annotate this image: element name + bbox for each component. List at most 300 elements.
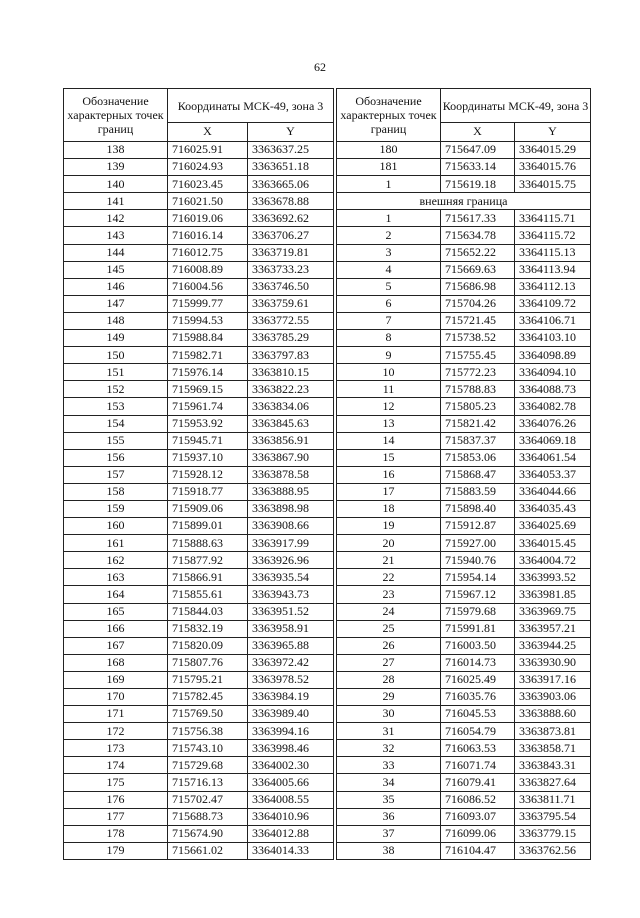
x-coordinate-cell: 716079.41	[441, 774, 515, 791]
table-row	[64, 603, 334, 620]
table-row	[64, 500, 334, 517]
point-number-cell: 20	[337, 535, 441, 552]
point-number-cell: 15	[337, 449, 441, 466]
x-coordinate-cell: 715945.71	[168, 432, 248, 449]
table-row	[337, 500, 591, 517]
point-number-cell: 22	[337, 569, 441, 586]
point-number-cell: 18	[337, 500, 441, 517]
y-coordinate-cell: 3363908.66	[248, 518, 334, 535]
y-coordinate-cell: 3363969.75	[515, 603, 591, 620]
y-coordinate-cell: 3364014.33	[248, 842, 334, 859]
x-coordinate-cell: 715721.45	[441, 312, 515, 329]
x-coordinate-cell: 715647.09	[441, 142, 515, 159]
y-coordinate-cell: 3363965.88	[248, 637, 334, 654]
y-coordinate-cell: 3363993.52	[515, 569, 591, 586]
table-row	[64, 466, 334, 483]
x-coordinate-cell: 715976.14	[168, 364, 248, 381]
x-coordinate-cell: 715805.23	[441, 398, 515, 415]
point-number-cell: 7	[337, 312, 441, 329]
table-row	[337, 398, 591, 415]
table-row	[64, 415, 334, 432]
point-number-cell: 32	[337, 740, 441, 757]
y-coordinate-cell: 3363678.88	[248, 193, 334, 210]
x-coordinate-cell: 715883.59	[441, 483, 515, 500]
x-coordinate-cell: 715853.06	[441, 449, 515, 466]
y-coordinate-cell: 3363888.60	[515, 706, 591, 723]
table-row	[64, 757, 334, 774]
table-row	[64, 569, 334, 586]
point-number-cell: 179	[64, 842, 168, 859]
x-coordinate-cell: 715999.77	[168, 295, 248, 312]
point-number-cell: 6	[337, 295, 441, 312]
point-number-cell: 30	[337, 706, 441, 723]
coordinates-header	[168, 89, 334, 123]
y-coordinate-cell: 3363930.90	[515, 654, 591, 671]
y-coordinate-cell: 3363692.62	[248, 210, 334, 227]
y-coordinate-cell: 3363811.71	[515, 791, 591, 808]
point-number-cell: 167	[64, 637, 168, 654]
y-coordinate-cell: 3364069.18	[515, 432, 591, 449]
y-coordinate-cell: 3364109.72	[515, 295, 591, 312]
table-row	[64, 774, 334, 791]
point-number-cell: 147	[64, 295, 168, 312]
point-number-cell: 2	[337, 227, 441, 244]
point-number-cell: 162	[64, 552, 168, 569]
point-number-cell: 21	[337, 552, 441, 569]
x-coordinate-cell: 715899.01	[168, 518, 248, 535]
x-coordinate-cell: 715772.23	[441, 364, 515, 381]
point-number-cell: 173	[64, 740, 168, 757]
y-coordinate-cell: 3363827.64	[515, 774, 591, 791]
y-coordinate-cell: 3363917.16	[515, 671, 591, 688]
y-coordinate-cell: 3363972.42	[248, 654, 334, 671]
x-coordinate-cell: 716019.06	[168, 210, 248, 227]
x-column-header: X	[168, 123, 248, 142]
table-row	[64, 159, 334, 176]
table-row	[64, 552, 334, 569]
y-coordinate-cell: 3363935.54	[248, 569, 334, 586]
point-number-cell: 176	[64, 791, 168, 808]
x-coordinate-cell: 715704.26	[441, 295, 515, 312]
table-row	[337, 142, 591, 159]
table-row	[64, 483, 334, 500]
y-coordinate-cell: 3364061.54	[515, 449, 591, 466]
x-coordinate-cell: 716063.53	[441, 740, 515, 757]
y-coordinate-cell: 3363903.06	[515, 689, 591, 706]
point-number-cell: 12	[337, 398, 441, 415]
y-coordinate-cell: 3363957.21	[515, 620, 591, 637]
y-coordinate-cell: 3363944.25	[515, 637, 591, 654]
y-coordinate-cell: 3364015.45	[515, 535, 591, 552]
table-row	[337, 330, 591, 347]
point-number-cell: 144	[64, 244, 168, 261]
y-coordinate-cell: 3363822.23	[248, 381, 334, 398]
table-row	[64, 364, 334, 381]
y-coordinate-cell: 3363981.85	[515, 586, 591, 603]
table-row	[337, 637, 591, 654]
x-coordinate-cell: 716086.52	[441, 791, 515, 808]
table-row	[337, 842, 591, 859]
point-number-cell: 164	[64, 586, 168, 603]
table-row	[337, 159, 591, 176]
table-row	[337, 415, 591, 432]
x-coordinate-cell: 715994.53	[168, 312, 248, 329]
y-coordinate-cell: 3363978.52	[248, 671, 334, 688]
x-coordinate-cell: 715821.42	[441, 415, 515, 432]
point-number-cell: 29	[337, 689, 441, 706]
y-coordinate-cell: 3363810.15	[248, 364, 334, 381]
y-coordinate-cell: 3363943.73	[248, 586, 334, 603]
point-number-cell: 159	[64, 500, 168, 517]
coordinates-table-left	[63, 88, 334, 860]
table-row	[64, 842, 334, 859]
y-coordinate-cell: 3363719.81	[248, 244, 334, 261]
point-number-cell: 145	[64, 261, 168, 278]
y-coordinate-cell: 3363888.95	[248, 483, 334, 500]
x-coordinate-cell: 715756.38	[168, 723, 248, 740]
table-row	[64, 381, 334, 398]
table-row	[337, 825, 591, 842]
table-row	[64, 227, 334, 244]
table-row	[337, 466, 591, 483]
point-number-cell: 172	[64, 723, 168, 740]
point-number-cell: 37	[337, 825, 441, 842]
y-coordinate-cell: 3363958.91	[248, 620, 334, 637]
table-row	[64, 432, 334, 449]
point-number-cell: 34	[337, 774, 441, 791]
x-coordinate-cell: 716014.73	[441, 654, 515, 671]
x-coordinate-cell: 715769.50	[168, 706, 248, 723]
table-row	[64, 449, 334, 466]
table-row	[337, 347, 591, 364]
x-coordinate-cell: 716035.76	[441, 689, 515, 706]
point-number-cell: 165	[64, 603, 168, 620]
x-coordinate-cell: 715743.10	[168, 740, 248, 757]
x-coordinate-cell: 716025.49	[441, 671, 515, 688]
table-row	[337, 671, 591, 688]
y-coordinate-cell: 3363926.96	[248, 552, 334, 569]
y-coordinate-cell: 3363917.99	[248, 535, 334, 552]
x-coordinate-cell: 715688.73	[168, 808, 248, 825]
y-coordinate-cell: 3363998.46	[248, 740, 334, 757]
y-coordinate-cell: 3364115.72	[515, 227, 591, 244]
y-coordinate-cell: 3363795.54	[515, 808, 591, 825]
y-coordinate-cell: 3363785.29	[248, 330, 334, 347]
point-number-cell: 157	[64, 466, 168, 483]
coordinates-header-label: Координаты МСК-49, зона 3	[177, 98, 324, 113]
table-row	[337, 449, 591, 466]
y-coordinate-cell: 3363867.90	[248, 449, 334, 466]
y-column-header: Y	[515, 123, 591, 142]
y-coordinate-cell: 3364015.75	[515, 176, 591, 193]
table-row	[64, 312, 334, 329]
x-coordinate-cell: 715782.45	[168, 689, 248, 706]
section-row	[337, 193, 591, 210]
point-number-cell: 139	[64, 159, 168, 176]
y-coordinate-cell: 3364012.88	[248, 825, 334, 842]
point-number-cell: 4	[337, 261, 441, 278]
table-row	[64, 176, 334, 193]
table-row	[64, 637, 334, 654]
y-coordinate-cell: 3364115.71	[515, 210, 591, 227]
y-coordinate-cell: 3364106.71	[515, 312, 591, 329]
x-coordinate-cell: 715988.84	[168, 330, 248, 347]
y-coordinate-cell: 3364015.29	[515, 142, 591, 159]
x-coordinate-cell: 715912.87	[441, 518, 515, 535]
table-row	[64, 347, 334, 364]
x-coordinate-cell: 715807.76	[168, 654, 248, 671]
table-row	[64, 706, 334, 723]
x-coordinate-cell: 715755.45	[441, 347, 515, 364]
point-number-cell: 166	[64, 620, 168, 637]
point-number-cell: 3	[337, 244, 441, 261]
point-number-cell: 174	[64, 757, 168, 774]
table-row	[337, 381, 591, 398]
table-row	[337, 552, 591, 569]
point-number-cell: 156	[64, 449, 168, 466]
y-coordinate-cell: 3363759.61	[248, 295, 334, 312]
x-coordinate-cell: 715661.02	[168, 842, 248, 859]
table-row	[337, 706, 591, 723]
y-coordinate-cell: 3364008.55	[248, 791, 334, 808]
section-label: внешняя граница	[337, 193, 591, 210]
x-coordinate-cell: 715940.76	[441, 552, 515, 569]
y-coordinate-cell: 3363834.06	[248, 398, 334, 415]
point-number-cell: 155	[64, 432, 168, 449]
y-coordinate-cell: 3363733.23	[248, 261, 334, 278]
table-row	[64, 210, 334, 227]
y-coordinate-cell: 3364082.78	[515, 398, 591, 415]
table-row	[337, 586, 591, 603]
y-coordinate-cell: 3364010.96	[248, 808, 334, 825]
x-coordinate-cell: 715979.68	[441, 603, 515, 620]
x-coordinate-cell: 715888.63	[168, 535, 248, 552]
table-row	[64, 278, 334, 295]
point-number-cell: 169	[64, 671, 168, 688]
point-number-cell: 26	[337, 637, 441, 654]
point-number-cell: 175	[64, 774, 168, 791]
point-number-cell: 17	[337, 483, 441, 500]
table-row	[337, 535, 591, 552]
y-coordinate-cell: 3363746.50	[248, 278, 334, 295]
point-number-cell: 160	[64, 518, 168, 535]
point-number-cell: 38	[337, 842, 441, 859]
y-coordinate-cell: 3364103.10	[515, 330, 591, 347]
y-coordinate-cell: 3364094.10	[515, 364, 591, 381]
y-coordinate-cell: 3364025.69	[515, 518, 591, 535]
table-row	[337, 295, 591, 312]
point-number-cell: 154	[64, 415, 168, 432]
point-number-cell: 148	[64, 312, 168, 329]
y-coordinate-cell: 3363858.71	[515, 740, 591, 757]
point-number-cell: 178	[64, 825, 168, 842]
x-coordinate-cell: 715969.15	[168, 381, 248, 398]
y-coordinate-cell: 3364004.72	[515, 552, 591, 569]
x-coordinate-cell: 715788.83	[441, 381, 515, 398]
table-row	[64, 808, 334, 825]
point-number-cell: 149	[64, 330, 168, 347]
y-coordinate-cell: 3364044.66	[515, 483, 591, 500]
y-coordinate-cell: 3364113.94	[515, 261, 591, 278]
x-coordinate-cell: 715866.91	[168, 569, 248, 586]
x-coordinate-cell: 715877.92	[168, 552, 248, 569]
point-number-cell: 23	[337, 586, 441, 603]
point-number-cell: 13	[337, 415, 441, 432]
x-coordinate-cell: 715868.47	[441, 466, 515, 483]
y-coordinate-cell: 3364088.73	[515, 381, 591, 398]
table-row	[337, 569, 591, 586]
y-coordinate-cell: 3363898.98	[248, 500, 334, 517]
x-coordinate-cell: 716045.53	[441, 706, 515, 723]
table-row	[337, 210, 591, 227]
x-coordinate-cell: 715927.00	[441, 535, 515, 552]
table-row	[337, 483, 591, 500]
table-row	[337, 432, 591, 449]
x-coordinate-cell: 716025.91	[168, 142, 248, 159]
x-coordinate-cell: 716024.93	[168, 159, 248, 176]
point-number-cell: 25	[337, 620, 441, 637]
y-coordinate-cell: 3364015.76	[515, 159, 591, 176]
table-row	[337, 620, 591, 637]
point-number-cell: 180	[337, 142, 441, 159]
point-number-cell: 33	[337, 757, 441, 774]
point-number-cell: 152	[64, 381, 168, 398]
x-coordinate-cell: 715617.33	[441, 210, 515, 227]
x-coordinate-cell: 715716.13	[168, 774, 248, 791]
designation-header	[64, 89, 168, 142]
table-row	[64, 261, 334, 278]
table-row	[337, 757, 591, 774]
point-number-cell: 161	[64, 535, 168, 552]
y-coordinate-cell: 3364053.37	[515, 466, 591, 483]
table-row	[64, 620, 334, 637]
y-coordinate-cell: 3364112.13	[515, 278, 591, 295]
point-number-cell: 181	[337, 159, 441, 176]
point-number-cell: 170	[64, 689, 168, 706]
y-coordinate-cell: 3363797.83	[248, 347, 334, 364]
point-number-cell: 138	[64, 142, 168, 159]
table-row	[64, 723, 334, 740]
point-number-cell: 24	[337, 603, 441, 620]
point-number-cell: 35	[337, 791, 441, 808]
point-number-cell: 1	[337, 176, 441, 193]
table-row	[64, 586, 334, 603]
table-row	[64, 244, 334, 261]
point-number-cell: 9	[337, 347, 441, 364]
point-number-cell: 168	[64, 654, 168, 671]
table-row	[64, 193, 334, 210]
table-row	[64, 791, 334, 808]
x-coordinate-cell: 715954.14	[441, 569, 515, 586]
table-row	[64, 142, 334, 159]
y-coordinate-cell: 3363984.19	[248, 689, 334, 706]
table-row	[337, 518, 591, 535]
table-row	[337, 364, 591, 381]
x-coordinate-cell: 715844.03	[168, 603, 248, 620]
x-coordinate-cell: 715619.18	[441, 176, 515, 193]
designation-header	[337, 89, 441, 142]
x-coordinate-cell: 715634.78	[441, 227, 515, 244]
x-coordinate-cell: 715837.37	[441, 432, 515, 449]
point-number-cell: 153	[64, 398, 168, 415]
table-row	[337, 689, 591, 706]
x-coordinate-cell: 716071.74	[441, 757, 515, 774]
point-number-cell: 31	[337, 723, 441, 740]
point-number-cell: 158	[64, 483, 168, 500]
point-number-cell: 10	[337, 364, 441, 381]
x-coordinate-cell: 715918.77	[168, 483, 248, 500]
table-row	[64, 740, 334, 757]
table-row	[64, 825, 334, 842]
point-number-cell: 16	[337, 466, 441, 483]
x-coordinate-cell: 715633.14	[441, 159, 515, 176]
table-row	[337, 176, 591, 193]
point-number-cell: 151	[64, 364, 168, 381]
x-coordinate-cell: 715820.09	[168, 637, 248, 654]
point-number-cell: 141	[64, 193, 168, 210]
x-coordinate-cell: 715991.81	[441, 620, 515, 637]
table-row	[64, 654, 334, 671]
point-number-cell: 14	[337, 432, 441, 449]
y-column-header: Y	[248, 123, 334, 142]
x-coordinate-cell: 715928.12	[168, 466, 248, 483]
coordinates-table-right	[336, 88, 591, 860]
table-row	[337, 723, 591, 740]
y-coordinate-cell: 3363772.55	[248, 312, 334, 329]
table-row	[337, 278, 591, 295]
table-row	[337, 774, 591, 791]
point-number-cell: 11	[337, 381, 441, 398]
x-coordinate-cell: 715669.63	[441, 261, 515, 278]
coordinates-header	[441, 89, 591, 123]
table-row	[337, 261, 591, 278]
y-coordinate-cell: 3364035.43	[515, 500, 591, 517]
x-coordinate-cell: 715967.12	[441, 586, 515, 603]
y-coordinate-cell: 3363843.31	[515, 757, 591, 774]
y-coordinate-cell: 3363878.58	[248, 466, 334, 483]
x-coordinate-cell: 716021.50	[168, 193, 248, 210]
x-column-header: X	[441, 123, 515, 142]
x-coordinate-cell: 715652.22	[441, 244, 515, 261]
point-number-cell: 171	[64, 706, 168, 723]
y-coordinate-cell: 3363845.63	[248, 415, 334, 432]
coordinates-header-label: Координаты МСК-49, зона 3	[442, 98, 589, 113]
x-coordinate-cell: 716008.89	[168, 261, 248, 278]
designation-header-label: Обозначение характерных точек границ	[67, 94, 164, 136]
table-row	[337, 808, 591, 825]
table-row	[337, 244, 591, 261]
table-row	[64, 671, 334, 688]
point-number-cell: 163	[64, 569, 168, 586]
y-coordinate-cell: 3364002.30	[248, 757, 334, 774]
x-coordinate-cell: 715702.47	[168, 791, 248, 808]
x-coordinate-cell: 715953.92	[168, 415, 248, 432]
x-coordinate-cell: 715937.10	[168, 449, 248, 466]
y-coordinate-cell: 3363762.56	[515, 842, 591, 859]
y-coordinate-cell: 3363706.27	[248, 227, 334, 244]
point-number-cell: 140	[64, 176, 168, 193]
table-row	[337, 227, 591, 244]
point-number-cell: 28	[337, 671, 441, 688]
point-number-cell: 1	[337, 210, 441, 227]
y-coordinate-cell: 3363873.81	[515, 723, 591, 740]
table-row	[337, 740, 591, 757]
x-coordinate-cell: 715909.06	[168, 500, 248, 517]
point-number-cell: 19	[337, 518, 441, 535]
page-number: 62	[314, 60, 326, 74]
x-coordinate-cell: 715729.68	[168, 757, 248, 774]
table-row	[337, 312, 591, 329]
